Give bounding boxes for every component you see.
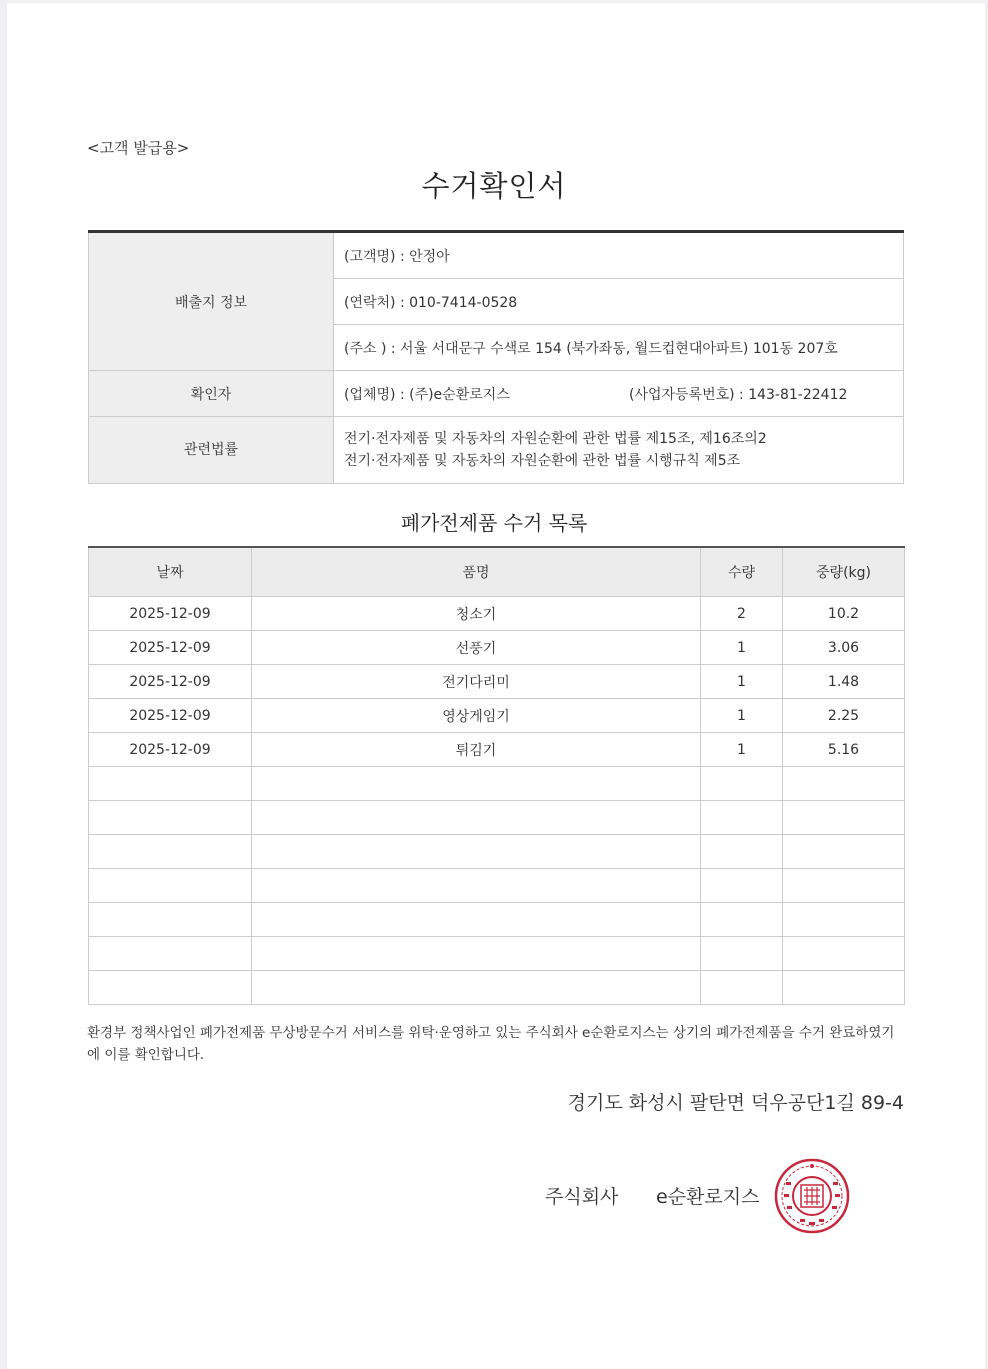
business-number: (사업자등록번호) : 143-81-22412: [629, 386, 848, 403]
cell-weight: 2.25: [783, 699, 905, 733]
cell-weight: 10.2: [783, 597, 905, 631]
customer-address: (주소 ) : 서울 서대문구 수색로 154 (북가좌동, 월드컵현대아파트) 101동 207호: [334, 325, 904, 371]
info-table: [88, 230, 904, 484]
cell-weight: 3.06: [783, 631, 905, 665]
col-header-date: 날짜: [89, 547, 252, 597]
cell-date: 2025-12-09: [89, 631, 252, 665]
confirmer-info: [334, 371, 904, 417]
cell-date: 2025-12-09: [89, 699, 252, 733]
col-header-qty: 수량: [701, 547, 783, 597]
cell-qty: 1: [701, 733, 783, 767]
cell-item: 튀김기: [252, 733, 701, 767]
cell-weight: 5.16: [783, 733, 905, 767]
cell-weight: 1.48: [783, 665, 905, 699]
cell-date: 2025-12-09: [89, 733, 252, 767]
cell-qty: 1: [701, 631, 783, 665]
law-line: 전기·전자제품 및 자동차의 자원순환에 관한 법률 시행규칙 제5조: [344, 453, 741, 469]
customer-contact: (연락처) : 010-7414-0528: [334, 279, 904, 325]
origin-label: 배출지 정보: [89, 232, 334, 371]
cell-qty: 1: [701, 699, 783, 733]
law-text: [334, 417, 904, 484]
empty-row: [89, 937, 905, 971]
page-title: 수거확인서: [421, 169, 567, 203]
table-row: [89, 733, 905, 767]
copy-label: <고객 발급용>: [87, 139, 190, 157]
items-table: [88, 546, 905, 1005]
company-field: (업체명) : (주)e순환로지스: [344, 386, 510, 403]
table-row: [89, 665, 905, 699]
cell-item: 선풍기: [252, 631, 701, 665]
cell-item: 영상게임기: [252, 699, 701, 733]
empty-row: [89, 835, 905, 869]
col-header-item: 품명: [252, 547, 701, 597]
table-row: [89, 631, 905, 665]
empty-row: [89, 903, 905, 937]
empty-row: [89, 971, 905, 1005]
empty-row: [89, 869, 905, 903]
cell-date: 2025-12-09: [89, 665, 252, 699]
customer-name: (고객명) : 안정아: [334, 232, 904, 279]
company-type: 주식회사: [545, 1186, 619, 1208]
company-name: e순환로지스: [656, 1186, 760, 1208]
law-label: 관련법률: [89, 417, 334, 484]
empty-row: [89, 767, 905, 801]
col-header-weight: 중량(kg): [783, 547, 905, 597]
list-title: 폐가전제품 수거 목록: [400, 511, 588, 535]
empty-row: [89, 801, 905, 835]
company-seal-icon: [774, 1158, 850, 1234]
law-line: 전기·전자제품 및 자동차의 자원순환에 관한 법률 제15조, 제16조의2: [344, 431, 767, 447]
table-row: [89, 699, 905, 733]
confirmer-label: 확인자: [89, 371, 334, 417]
cell-qty: 2: [701, 597, 783, 631]
cell-item: 전기다리미: [252, 665, 701, 699]
company-address: 경기도 화성시 팔탄면 덕우공단1길 89-4: [567, 1092, 904, 1114]
cell-item: 청소기: [252, 597, 701, 631]
table-row: [89, 597, 905, 631]
cell-qty: 1: [701, 665, 783, 699]
notice-text: 환경부 정책사업인 폐가전제품 무상방문수거 서비스를 위탁·운영하고 있는 주식회사 e순환로지스는 상기의 폐가전제품을 수거 완료하였기에 이를 확인합니다.: [87, 1025, 895, 1063]
cell-date: 2025-12-09: [89, 597, 252, 631]
